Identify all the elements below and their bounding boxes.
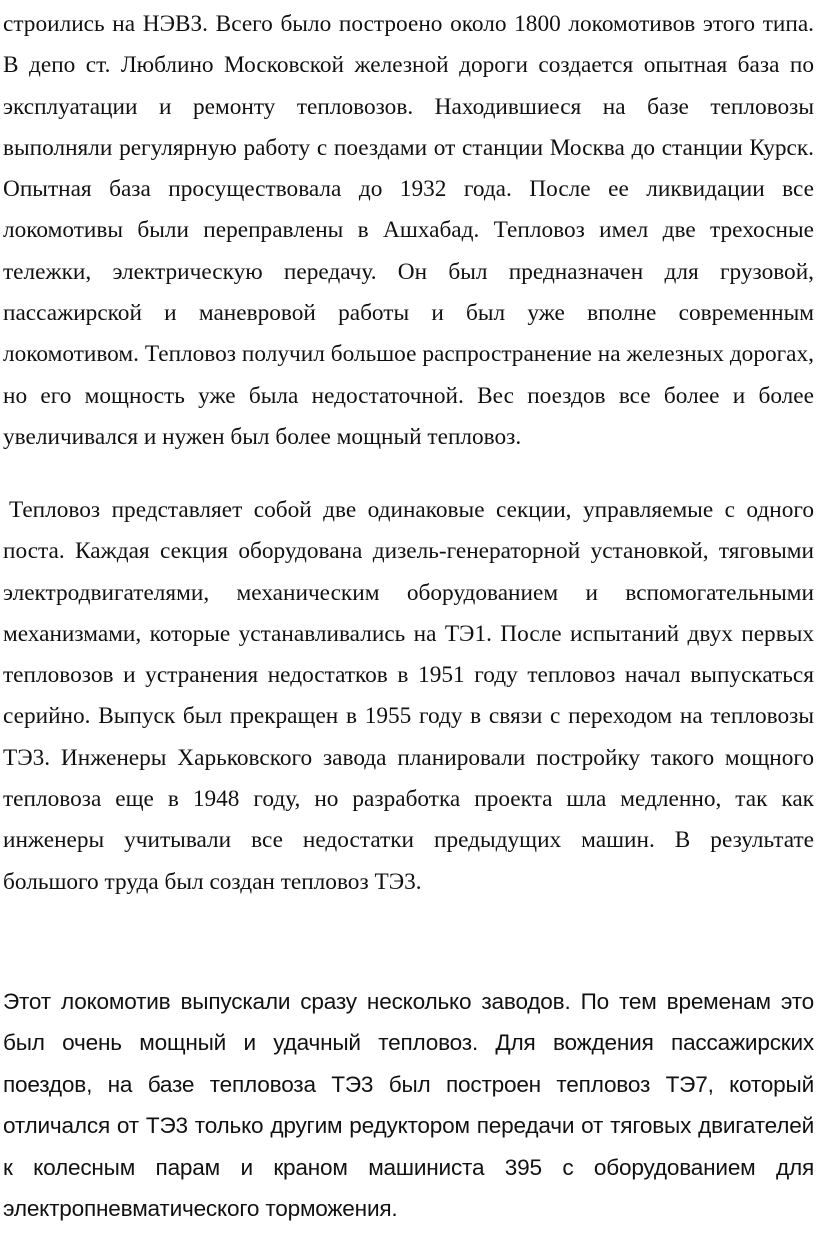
paragraph-locomotive-history: строились на НЭВЗ. Всего было построено около 1800 локомотивов этого типа. В депо ст. Люблино Московской железной дороги создается опытная база по эксплуатации и ремонту тепловозов. Находившиеся на базе тепловозы выполняли регулярную работу с поездами от станции Москва до станции Курск. Опытная база просуществовала до 1932 года. После ее ликвидации все локомотивы были переправлены в Ашхабад. Тепловоз имел две трехосные тележки, электрическую передачу. Он был предназначен для грузовой, пассажирской и маневровой работы и был уже вполне современным локомотивом. Тепловоз получил большое распространение на железных дорогах, но его мощность уже была недостаточной. Вес поездов все более и более увеличивался и нужен был более мощный тепловоз. [3,11,814,450]
paragraph-te3-te7: Этот локомотив выпускали сразу несколько заводов. По тем временам это был очень мощный и удачный тепловоз. Для вождения пассажирских поездов, на базе тепловоза ТЭ3 был построен тепловоз ТЭ7, который отличался от ТЭ3 только другим редуктором передачи от тяговых двигателей к колесным парам и краном машиниста 395 с оборудованием для электропневматического торможения. [3,989,814,1222]
paragraph-two-section-locomotive: Тепловоз представляет собой две одинаковые секции, управляемые с одного поста. Каждая секция оборудована дизель-генераторной установкой, тяговыми электродвигателями, механическим оборудованием и вспомогательными механизмами, которые устанавливались на ТЭ1. После испытаний двух первых тепловозов и устранения недостатков в 1951 году тепловоз начал выпускаться серийно. Выпуск был прекращен в 1955 году в связи с переходом на тепловозы ТЭ3. Инженеры Харьковского завода планировали постройку такого мощного тепловоза еще в 1948 году, но разработка проекта шла медленно, так как инженеры учитывали все недостатки предыдущих машин. В результате большого труда был создан тепловоз ТЭ3. [3,497,814,895]
